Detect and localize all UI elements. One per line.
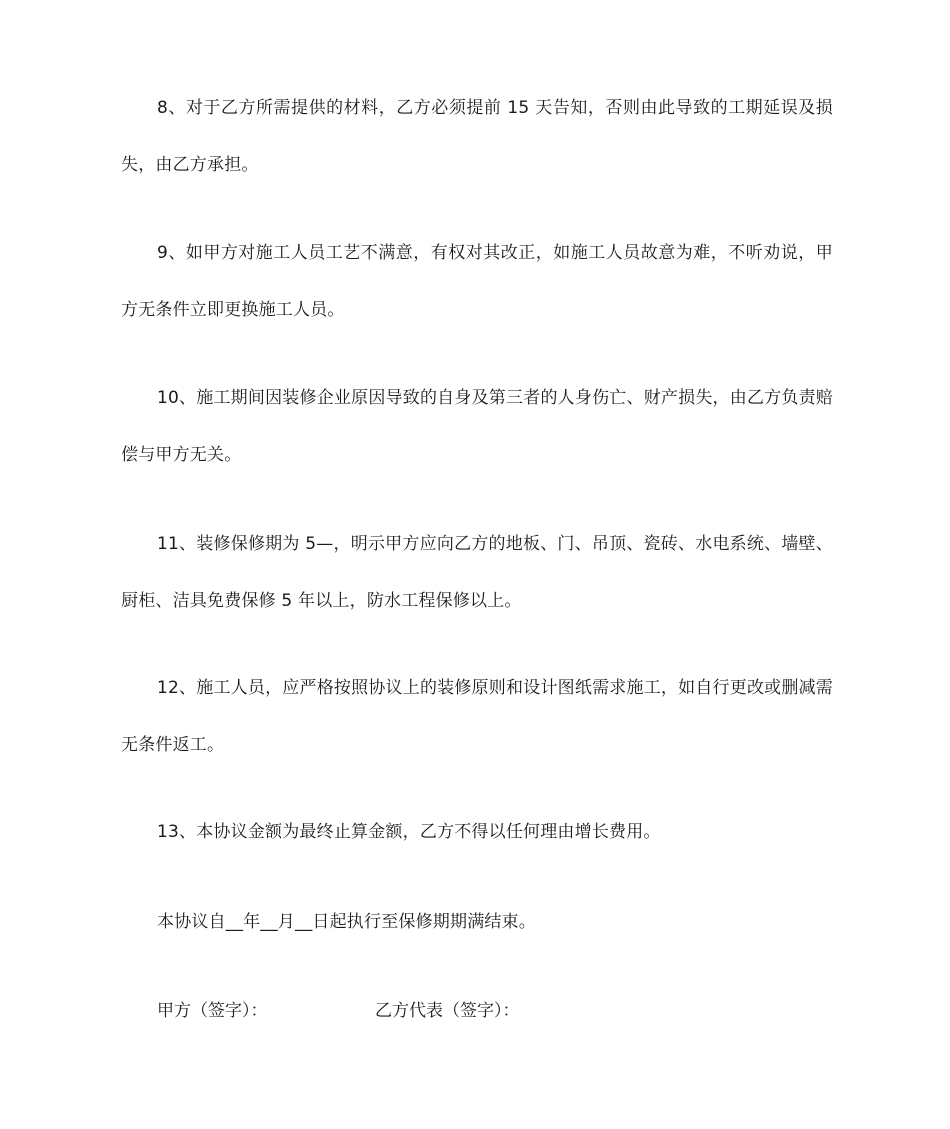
party-b-signature-label: 乙方代表（签字）： — [375, 1001, 520, 1021]
signature-row — [157, 983, 520, 1040]
party-a-signature-label: 甲方（签字）： — [157, 1001, 268, 1021]
clause-10: 10、施工期间因装修企业原因导致的自身及第三者的人身伤亡、财产损失，由乙方负责赔偿与甲方无关。 — [121, 388, 833, 465]
clause-11: 11、装修保修期为 5—，明示甲方应向乙方的地板、门、吊顶、瓷砖、水电系统、墙壁、厨柜、洁具免费保修 5 年以上，防水工程保修以上。 — [121, 534, 833, 611]
clause-9: 9、如甲方对施工人员工艺不满意，有权对其改正，如施工人员故意为难，不听劝说，甲方无条件立即更换施工人员。 — [121, 243, 833, 320]
clause-13: 13、本协议金额为最终止算金额，乙方不得以任何理由增长费用。 — [157, 822, 661, 842]
effective-date-clause: 本协议自__年__月__日起执行至保修期期满结束。 — [157, 912, 536, 932]
clause-12: 12、施工人员，应严格按照协议上的装修原则和设计图纸需求施工，如自行更改或删减需无条件返工。 — [121, 678, 833, 755]
clause-8: 8、对于乙方所需提供的材料，乙方必须提前 15 天告知，否则由此导致的工期延误及损失，由乙方承担。 — [121, 98, 833, 175]
